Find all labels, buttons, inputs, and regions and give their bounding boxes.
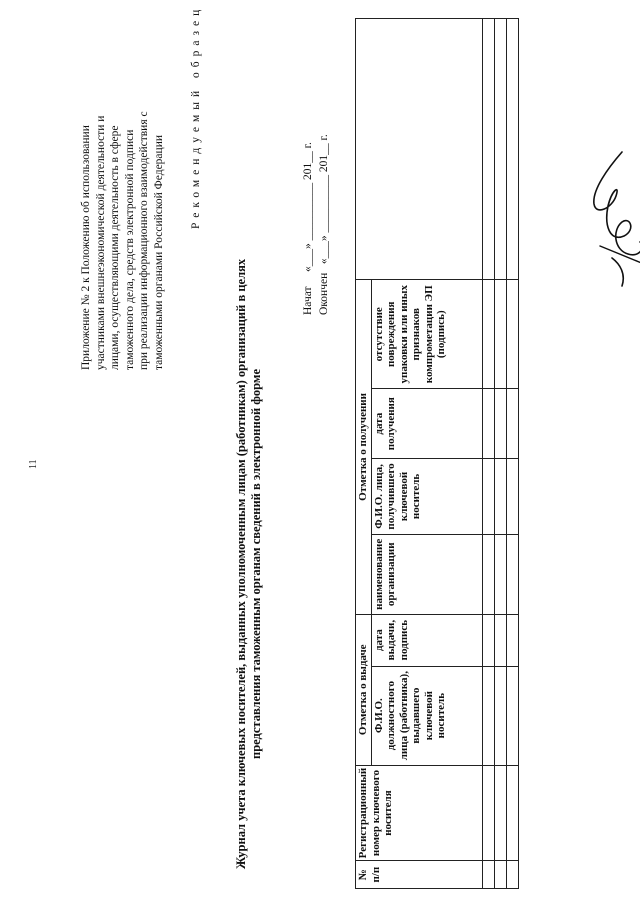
key-carrier-log-table [355,18,519,889]
appendix-line: участниками внешнеэкономической деятельности и [94,115,107,370]
appendix-line: Приложение № 2 к Положению об использовании [80,125,92,370]
end-date-row [316,134,332,315]
col-number: № п/п [356,861,483,889]
col-no-damage: отсутствие повреждения упаковки или иных признаков компрометации ЭП (подпись) [371,280,482,389]
start-label: Начат [302,286,314,315]
page-number: 11 [28,459,39,469]
table-row [482,19,494,889]
table-header-row-groups [356,19,372,889]
col-registration-number: Регистрационный номер ключевого носителя [356,765,483,861]
col-recipient-name: Ф.И.О. лица, получившего ключевой носитель [371,459,482,535]
handwritten-signature [582,146,640,292]
appendix-line: таможенного дела, средств электронной подписи [123,129,136,370]
appendix-line: при реализации информационного взаимодействия с [138,111,150,370]
journal-period [300,134,332,315]
col-issuer-name: Ф.И.О. должностного лица (работника), выдавшего ключевой носитель [371,666,482,765]
table-row [494,19,506,889]
start-date-field: «___» __________ 201__ г. [302,142,314,273]
start-date-row [300,134,316,315]
table-blank-cell [356,19,483,280]
appendix-line: таможенными органами Российской Федерации [152,135,165,370]
sample-label: Рекомендуемый образец [190,4,202,229]
table-row [506,19,518,889]
end-label: Окончен [318,272,330,315]
appendix-line: лицами, осуществляющими деятельность в сфере [109,125,121,370]
col-issue-date: дата выдачи, подпись [371,614,482,666]
end-date-field: «___» __________ 201__ г. [318,134,330,265]
journal-title-line-1: Журнал учета ключевых носителей, выданных уполномоченным лицам (работникам) организаций в целях [234,258,248,870]
group-issue: Отметка о выдаче [356,614,372,765]
journal-title [234,223,264,905]
col-organization: наименование организации [371,534,482,614]
journal-title-line-2: представления таможенным органам сведений в электронной форме [249,369,263,759]
col-receipt-date: дата получения [371,389,482,459]
appendix-note [79,10,166,370]
group-receipt: Отметка о получении [356,280,372,615]
